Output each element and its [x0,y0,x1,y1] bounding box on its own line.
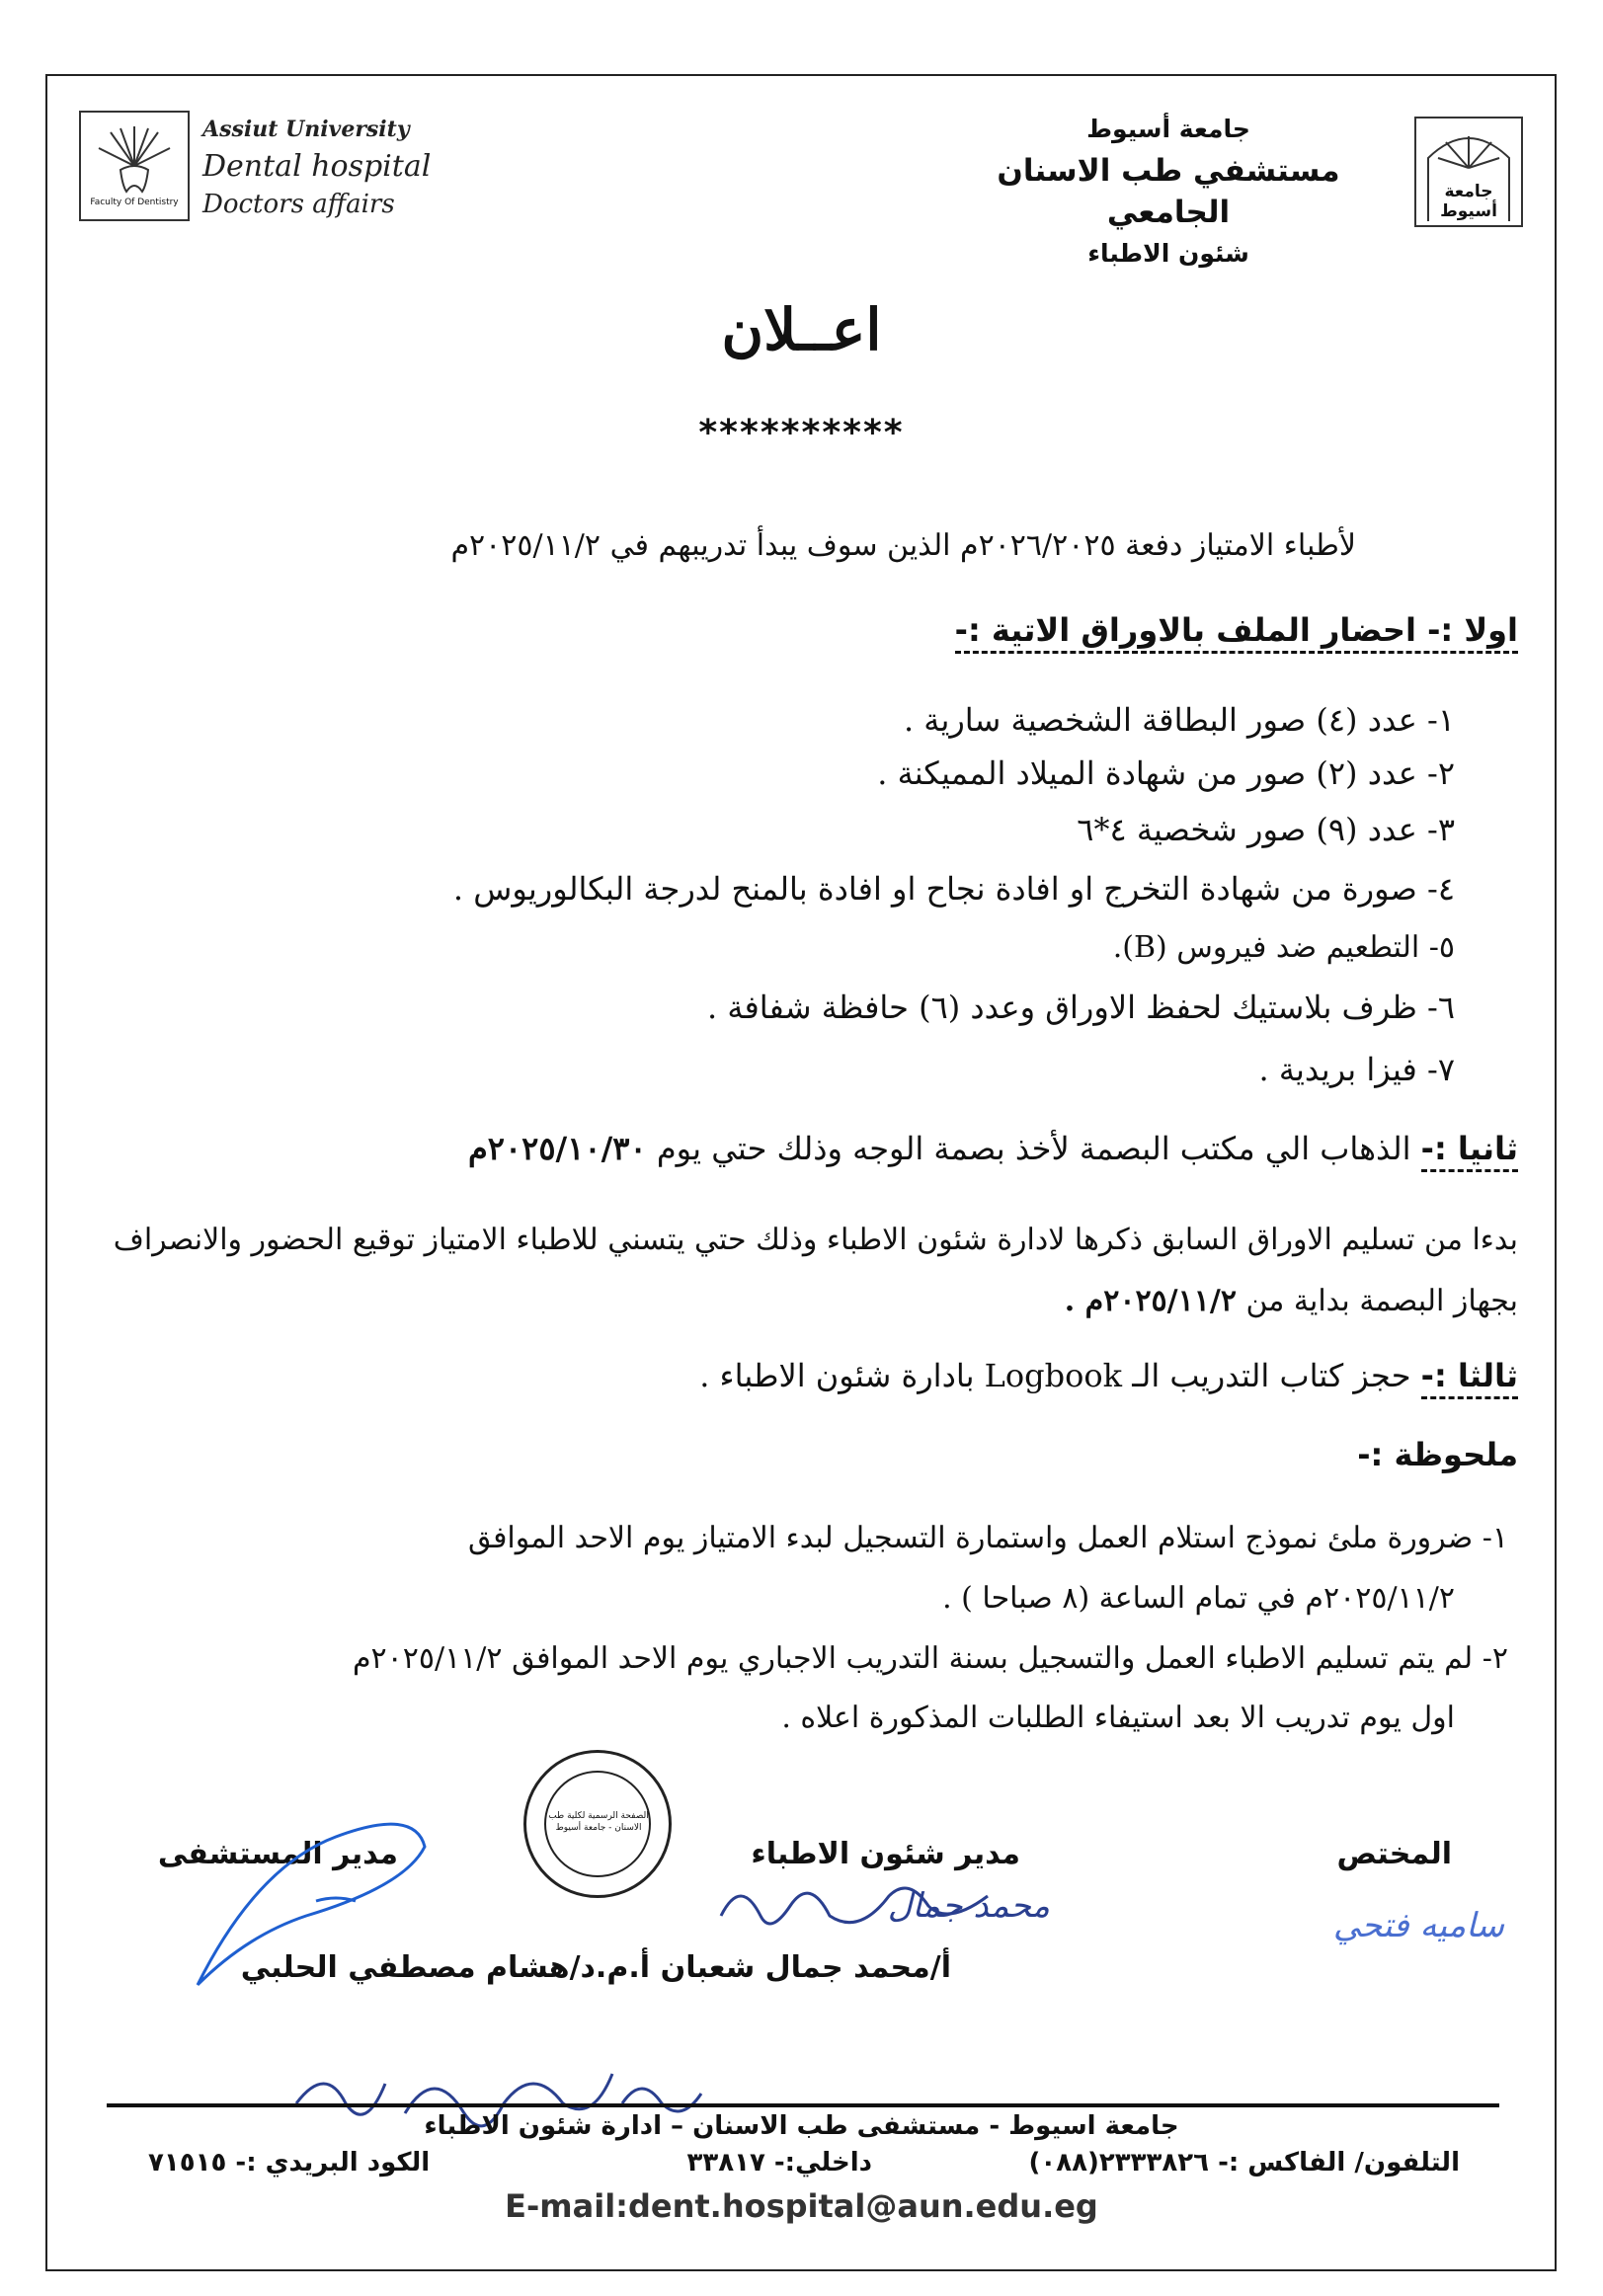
section2-label: ثانيا :- [1421,1130,1518,1172]
section2-date: ٢٠٢٥/١٠/٣٠م [467,1130,647,1167]
requirement-item: ٧- فيزا بريدية . [1258,1051,1455,1088]
requirement-item: ٢- عدد (٢) صور من شهادة الميلاد المميكنة . [877,754,1455,792]
affairs-signature-scribble [711,1866,1027,1945]
note-item-1-line-2: ٢٠٢٥/١١/٢م في تمام الساعة (٨ صباحا ) . [942,1581,1455,1616]
requirement-item: ٦- ظرف بلاستيك لحفظ الاوراق وعدد (٦) حافظة شفافة . [706,989,1455,1026]
note-item-2-line-2: اول يوم تدريب الا بعد استيفاء الطلبات المذكورة اعلاه . [781,1701,1455,1735]
section2-paragraph-text: بدءا من تسليم الاوراق السابق ذكرها لادارة شئون الاطباء وذلك حتي يتسني للاطباء الامتياز توقيع الحضور والانصراف بجهاز البصمة بداية من [113,1223,1518,1318]
section2-paragraph-date: ٢٠٢٥/١١/٢م . [1064,1284,1237,1318]
affairs-manager-title: مدير شئون الاطباء [751,1837,1020,1871]
page-title: اعــلان [721,296,882,363]
university-name-en: Assiut University [202,117,410,142]
footer-divider [107,2103,1499,2107]
hospital-name-ar: مستشفي طب الاسنان الجامعي [997,153,1340,230]
section3-line [135,1353,1518,1398]
hospital-name-en: Dental hospital [202,149,432,184]
hospital-manager-name: أ.م.د/هشام مصطفي الحلبي [240,1950,650,1985]
english-header [202,111,431,223]
university-name-ar: جامعة أسيوط [1086,115,1250,143]
official-seal [523,1750,672,1898]
note-item-2-line-1: ٢- لم يتم تسليم الاطباء العمل والتسجيل بسنة التدريب الاجباري يوم الاحد الموافق ٢٠٢٥/١١/٢م [352,1641,1508,1676]
department-name-en: Doctors affairs [202,190,395,219]
section3-label: ثالثا :- [1421,1357,1518,1399]
title-separator: ********** [698,413,905,453]
section2-paragraph [86,1210,1518,1332]
section2-text: الذهاب الي مكتب البصمة لأخذ بصمة الوجه وذلك حتي يوم [646,1130,1411,1167]
faculty-logo-caption: Faculty Of Dentistry [90,198,179,207]
note-item-1-line-1: ١- ضرورة ملئ نموذج استلام العمل واستمارة التسجيل لبدء الامتياز يوم الاحد الموافق [468,1521,1508,1555]
requirement-item: ٤- صورة من شهادة التخرج او افادة نجاح او افادة بالمنح لدرجة البكالوريوس . [452,870,1455,908]
section1-heading [204,607,1518,653]
manager-signature-scribble [178,1807,454,2005]
department-name-ar: شئون الاطباء [1087,239,1249,268]
requirement-item: ٥- التطعيم ضد فيروس (B). [1112,930,1455,965]
seal-text: الصفحة الرسمية لكلية طب الاسنان - جامعة أسيوط [548,1811,649,1833]
specialist-title: المختص [1336,1837,1452,1871]
faculty-logo [79,111,190,221]
affairs-manager-name: أ/محمد جمال شعبان [660,1950,951,1985]
arabic-header [961,109,1376,275]
logbook-term: Logbook [984,1357,1123,1394]
university-logo [1414,117,1523,227]
section3-text-after: بادارة شئون الاطباء . [699,1357,985,1394]
affairs-manager-signature: محمد جمال [887,1886,1050,1926]
section2-line [135,1126,1518,1171]
intro-line: لأطباء الامتياز دفعة ٢٠٢٦/٢٠٢٥م الذين سوف يبدأ تدريبهم في ٢٠٢٥/١١/٢م [450,528,1356,563]
section1-heading-text: اولا :- احضار الملف بالاوراق الاتية :- [955,611,1518,654]
footer-phone: التلفون/ الفاكس :- ٢٣٣٣٨٢٦(٠٨٨) [1028,2148,1460,2177]
note-heading: ملحوظة :- [1357,1436,1518,1473]
university-logo-text: جامعة أسيوط [1440,182,1497,221]
hospital-manager-title: مدير المستشفى [157,1837,398,1871]
requirement-item: ١- عدد (٤) صور البطاقة الشخصية سارية . [903,701,1455,739]
footer-email: E-mail:dent.hospital@aun.edu.eg [505,2187,1098,2225]
footer-postal-code: الكود البريدي :- ٧١٥١٥ [148,2148,431,2177]
requirement-item: ٣- عدد (٩) صور شخصية ٤*٦ [1077,811,1455,848]
specialist-signature: ساميه فتحي [1332,1906,1504,1945]
footer-address: جامعة اسيوط - مستشفى طب الاسنان – ادارة شئون الاطباء [424,2111,1179,2141]
footer-extension: داخلي:- ٣٣٨١٧ [686,2148,872,2177]
section3-text-before: حجز كتاب التدريب الـ [1122,1357,1411,1394]
